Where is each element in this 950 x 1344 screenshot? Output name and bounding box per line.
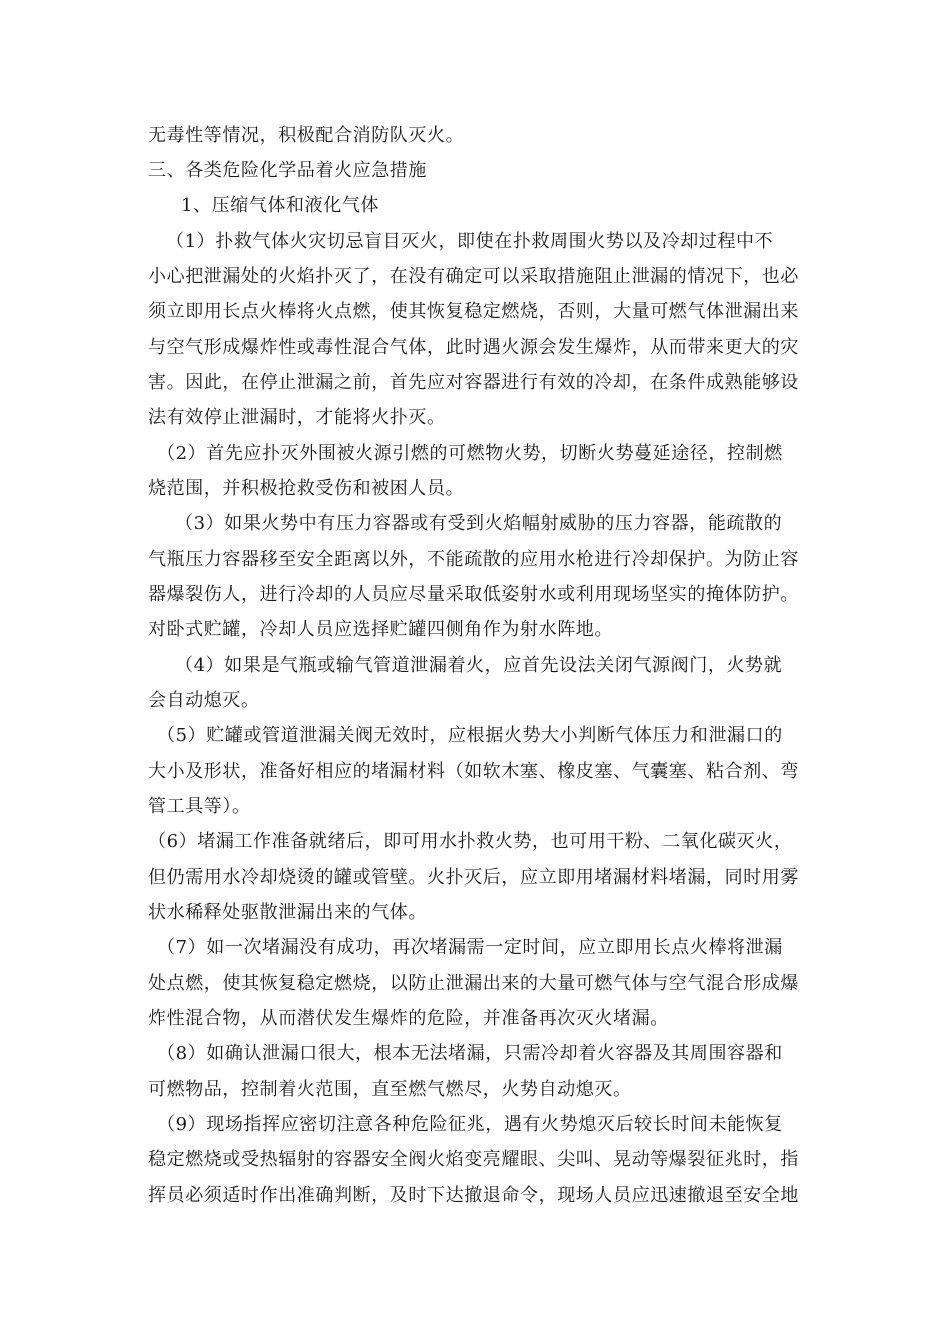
paragraph-1-line: （1）扑救气体火灾切忌盲目灭火，即使在扑救周围火势以及冷却过程中不 bbox=[166, 231, 774, 252]
paragraph-6-line: （6）堵漏工作准备就绪后，即可用水扑救火势，也可用干粉、二氧化碳灭火， bbox=[148, 831, 793, 852]
paragraph-6-line: 状水稀释处驱散泄漏出来的气体。 bbox=[148, 902, 427, 923]
paragraph-3-line: 对卧式贮罐，冷却人员应选择贮罐四侧角作为射水阵地。 bbox=[148, 619, 613, 640]
paragraph-5-line: 大小及形状，准备好相应的堵漏材料（如软木塞、橡皮塞、气囊塞、粘合剂、弯 bbox=[148, 761, 799, 782]
paragraph-5-line: （5）贮罐或管道泄漏关阀无效时，应根据火势大小判断气体压力和泄漏口的 bbox=[157, 725, 783, 746]
paragraph-6-line: 但仍需用水冷却烧烫的罐或管壁。火扑灭后，应立即用堵漏材料堵漏，同时用雾 bbox=[148, 867, 799, 888]
paragraph-8-line: （8）如确认泄漏口很大，根本无法堵漏，只需冷却着火容器及其周围容器和 bbox=[157, 1043, 783, 1064]
paragraph-2-line: （2）首先应扑灭外围被火源引燃的可燃物火势，切断火势蔓延途径，控制燃 bbox=[157, 443, 783, 464]
paragraph-1-line: 小心把泄漏处的火焰扑灭了，在没有确定可以采取措施阻止泄漏的情况下，也必 bbox=[148, 266, 799, 287]
section-heading: 三、各类危险化学品着火应急措施 bbox=[148, 160, 427, 181]
paragraph-3-line: （3）如果火势中有压力容器或有受到火焰幅射威胁的压力容器，能疏散的 bbox=[175, 513, 783, 534]
text-line: 无毒性等情况，积极配合消防队灭火。 bbox=[148, 125, 465, 146]
paragraph-1-line: 与空气形成爆炸性或毒性混合气体，此时遇火源会发生爆炸，从而带来更大的灾 bbox=[148, 337, 799, 358]
paragraph-2-line: 烧范围，并积极抢救受伤和被困人员。 bbox=[148, 478, 465, 499]
paragraph-8-line: 可燃物品，控制着火范围，直至燃气燃尽，火势自动熄灭。 bbox=[148, 1079, 632, 1100]
paragraph-7-line: 炸性混合物，从而潜伏发生爆炸的危险，并准备再次灭火堵漏。 bbox=[148, 1008, 669, 1029]
paragraph-9-line: 挥员必须适时作出准确判断，及时下达撤退命令，现场人员应迅速撤退至安全地 bbox=[148, 1185, 799, 1206]
paragraph-5-line: 管工具等）。 bbox=[148, 796, 251, 817]
paragraph-1-line: 法有效停止泄漏时，才能将火扑灭。 bbox=[148, 407, 446, 428]
paragraph-9-line: （9）现场指挥应密切注意各种危险征兆，遇有火势熄灭后较长时间未能恢复 bbox=[157, 1114, 783, 1135]
paragraph-7-line: （7）如一次堵漏没有成功，再次堵漏需一定时间，应立即用长点火棒将泄漏 bbox=[157, 937, 783, 958]
paragraph-3-line: 气瓶压力容器移至安全距离以外，不能疏散的应用水枪进行冷却保护。为防止容 bbox=[148, 549, 799, 570]
subsection-heading: 1、压缩气体和液化气体 bbox=[181, 195, 380, 216]
paragraph-1-line: 害。因此，在停止泄漏之前，首先应对容器进行有效的冷却，在条件成熟能够设 bbox=[148, 372, 799, 393]
paragraph-7-line: 处点燃，使其恢复稳定燃烧，以防止泄漏出来的大量可燃气体与空气混合形成爆 bbox=[148, 973, 799, 994]
paragraph-9-line: 稳定燃烧或受热辐射的容器安全阀火焰变亮耀眼、尖叫、晃动等爆裂征兆时，指 bbox=[148, 1149, 799, 1170]
paragraph-4-line: 会自动熄灭。 bbox=[148, 690, 260, 711]
paragraph-4-line: （4）如果是气瓶或输气管道泄漏着火，应首先设法关闭气源阀门，火势就 bbox=[175, 655, 783, 676]
paragraph-3-line: 器爆裂伤人，进行冷却的人员应尽量采取低姿射水或利用现场坚实的掩体防护。 bbox=[148, 584, 799, 605]
paragraph-1-line: 须立即用长点火棒将火点燃，使其恢复稳定燃烧，否则，大量可燃气体泄漏出来 bbox=[148, 301, 799, 322]
